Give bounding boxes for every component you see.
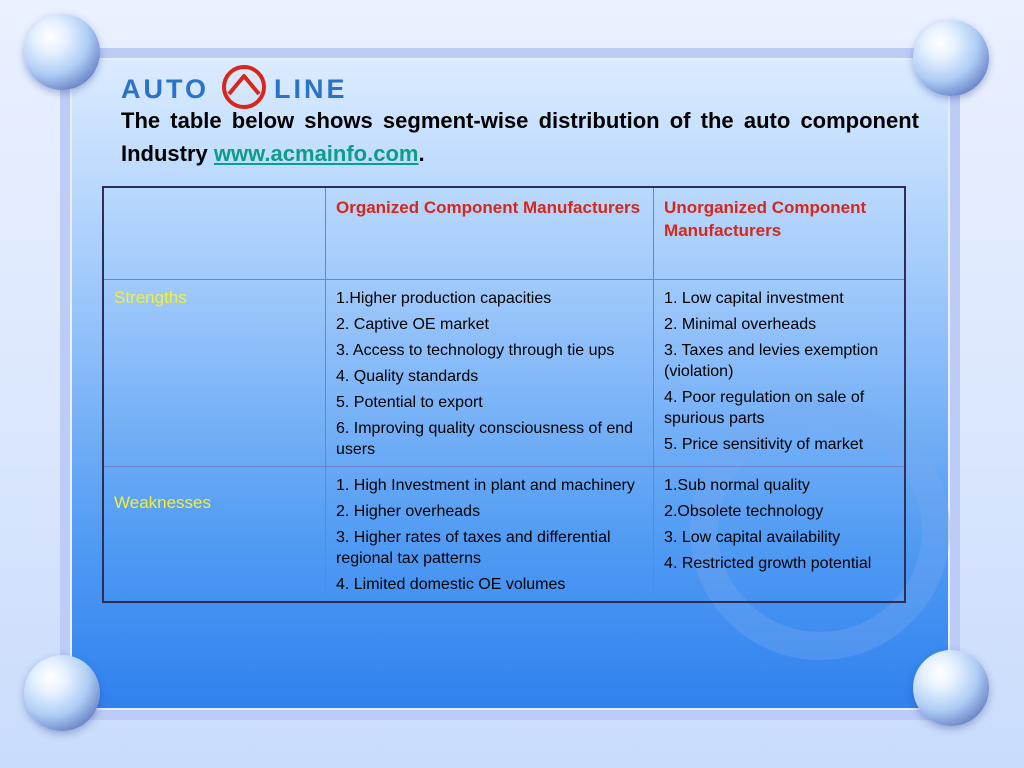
header-unorganized: Unorganized Component Manufacturers: [654, 187, 905, 279]
intro-trail: .: [418, 141, 425, 166]
list-item: 4. Quality standards: [335, 367, 479, 385]
list-item: 1.Sub normal quality: [664, 476, 810, 494]
list-item: 2. Higher overheads: [335, 502, 481, 520]
logo-word-auto: AUTO: [121, 74, 210, 104]
corner-bubble-bottom-left: [24, 655, 100, 731]
list-item: 1.Higher production capacities: [335, 289, 552, 307]
list-item: 3. Higher rates of taxes and differential regional tax patterns: [335, 528, 611, 567]
list-item: 2.Obsolete technology: [664, 502, 824, 520]
corner-bubble-top-right: [913, 20, 989, 96]
list-item: 3. Low capital availability: [664, 528, 841, 546]
list-item: 5. Price sensitivity of market: [664, 435, 864, 453]
list-item: 6. Improving quality consciousness of end users: [335, 419, 634, 458]
intro-text: [121, 104, 919, 170]
list-item: 4. Limited domestic OE volumes: [335, 575, 566, 593]
strengths-organized-cell: [325, 279, 653, 466]
weaknesses-unorganized-cell: [654, 466, 905, 602]
intro-sentence: The table below shows segment-wise distribution of the auto component Industry: [121, 108, 919, 166]
row-label-strengths: Strengths: [103, 279, 325, 466]
corner-bubble-top-left: [24, 14, 100, 90]
weaknesses-organized-cell: [325, 466, 653, 602]
strengths-unorganized-cell: [654, 279, 905, 466]
list-item: 4. Poor regulation on sale of spurious parts: [664, 388, 865, 427]
table-header-row: [103, 187, 905, 279]
list-item: 2. Minimal overheads: [664, 315, 817, 333]
list-item: 1. High Investment in plant and machinery: [335, 476, 635, 494]
source-link[interactable]: www.acmainfo.com: [213, 141, 419, 166]
logo-word-line: LINE: [274, 74, 348, 104]
table-row-strengths: [103, 279, 905, 466]
list-item: 4. Restricted growth potential: [664, 554, 872, 572]
header-organized: Organized Component Manufacturers: [325, 187, 653, 279]
table-row-weaknesses: [103, 466, 905, 602]
row-label-weaknesses: Weaknesses: [103, 466, 325, 602]
list-item: 3. Taxes and levies exemption (violation): [664, 341, 879, 380]
header-empty-cell: [103, 187, 325, 279]
corner-bubble-bottom-right: [913, 650, 989, 726]
list-item: 2. Captive OE market: [335, 315, 489, 333]
list-item: 1. Low capital investment: [664, 289, 844, 307]
list-item: 5. Potential to export: [335, 393, 483, 411]
list-item: 3. Access to technology through tie ups: [335, 341, 615, 359]
segment-table: [102, 186, 906, 603]
